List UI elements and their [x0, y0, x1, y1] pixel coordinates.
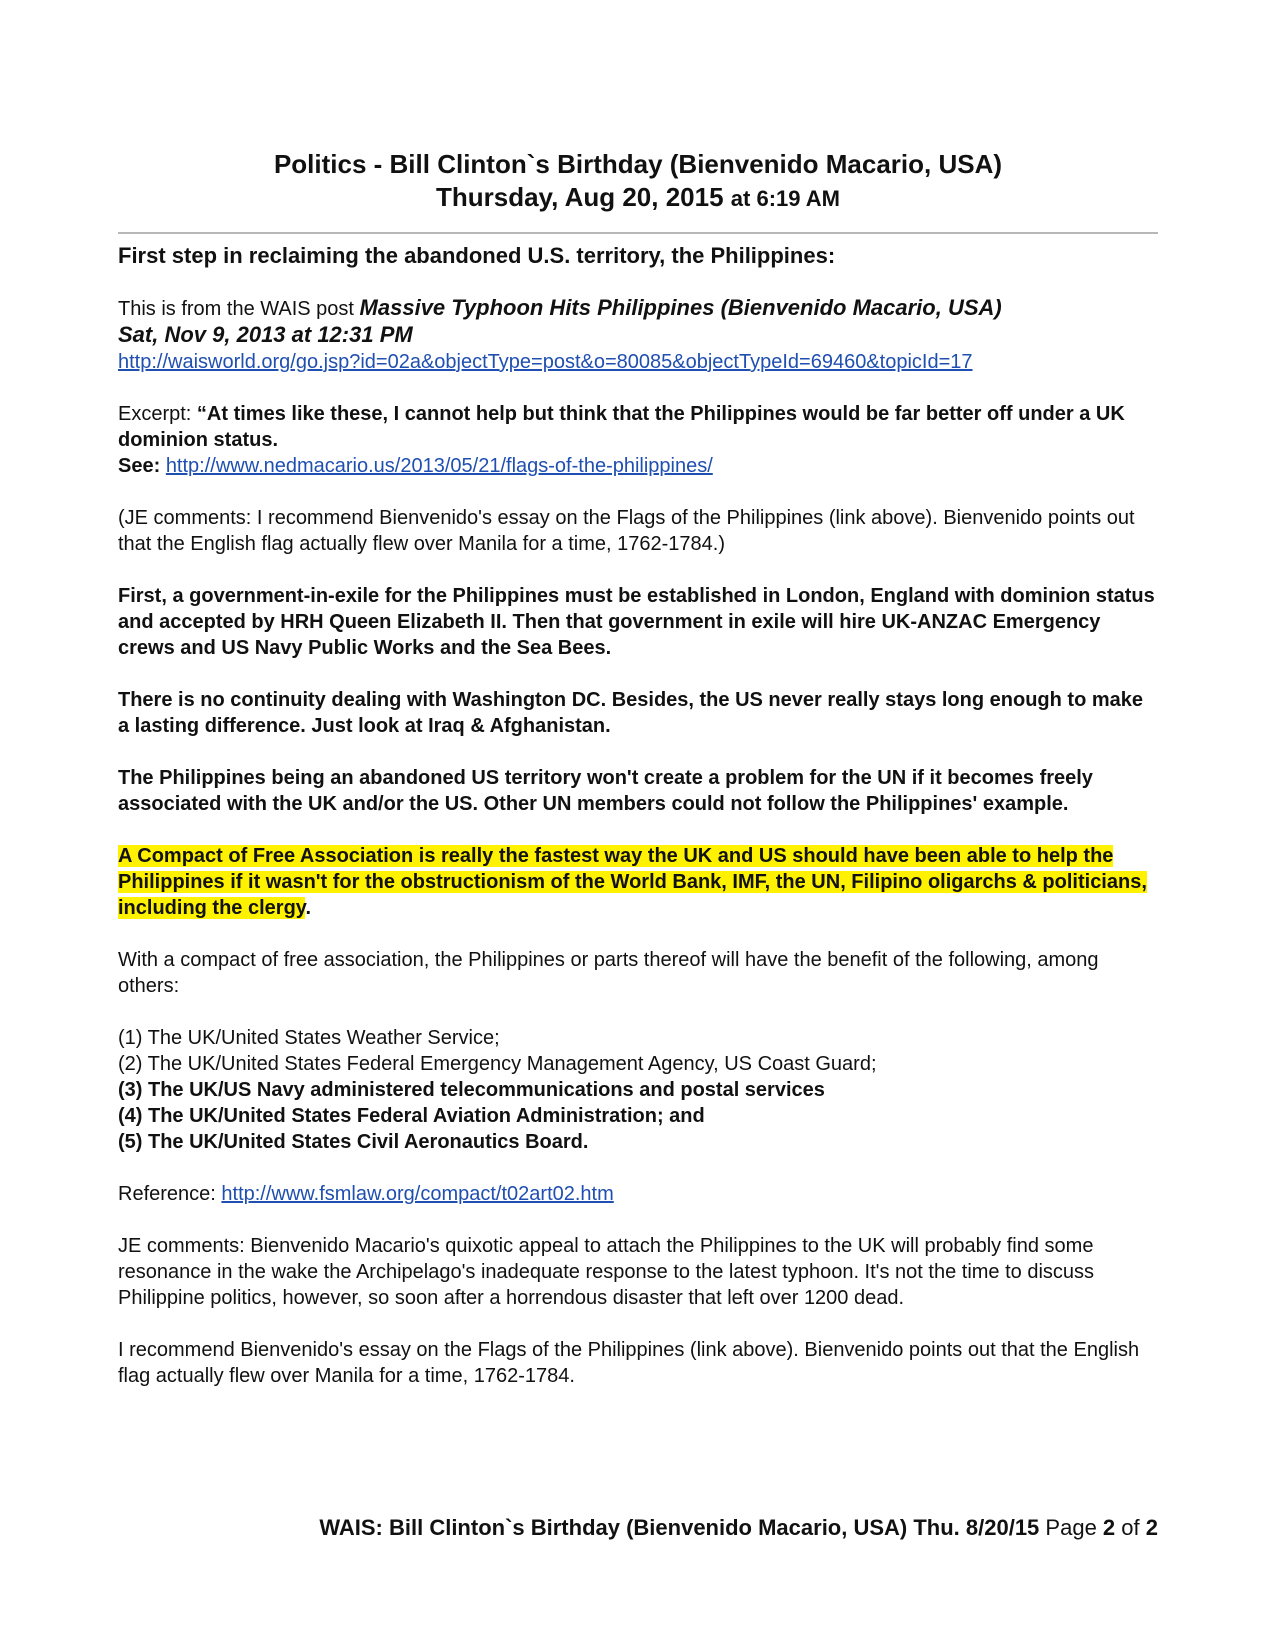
title-time: at 6:19 AM: [730, 186, 840, 211]
footer-of-label: of: [1115, 1515, 1146, 1540]
footer-page-number: 2: [1102, 1515, 1116, 1540]
list-item: (1) The UK/United States Weather Service;: [118, 1027, 500, 1049]
list-item: (2) The UK/United States Federal Emergency Management Agency, US Coast Guard;: [118, 1053, 877, 1075]
source-intro: This is from the WAIS post: [118, 298, 360, 320]
title-date-line: [118, 181, 1158, 215]
list-item: (4) The UK/United States Federal Aviation Administration; and: [118, 1105, 705, 1127]
paragraph-government-in-exile: First, a government-in-exile for the Philippines must be established in London, England with dominion status and accepted by HRH Queen Elizabeth II. Then that government in exile will hire UK-ANZAC Emergency crews and US Navy Public Works and the Sea Bees.: [118, 585, 1155, 659]
paragraph-un: The Philippines being an abandoned US territory won't create a problem for the UN if it becomes freely associated with the UK and/or the US. Other UN members could not follow the Philippines' example.: [118, 767, 1093, 815]
reference-label: Reference:: [118, 1183, 222, 1205]
benefits-list: [118, 1025, 1158, 1155]
source-title: Massive Typhoon Hits Philippines (Bienvenido Macario, USA): [359, 295, 1002, 320]
paragraph-continuity: There is no continuity dealing with Washington DC. Besides, the US never really stays long enough to make a lasting difference. Just look at Iraq & Afghanistan.: [118, 689, 1143, 737]
excerpt-label: Excerpt:: [118, 403, 197, 425]
header-divider: [118, 232, 1158, 234]
footer-text: WAIS: Bill Clinton`s Birthday (Bienvenido Macario, USA) Thu. 8/20/15: [319, 1515, 1040, 1540]
title-date: Thursday, Aug 20, 2015: [435, 182, 724, 212]
highlight-end: .: [305, 897, 311, 919]
page-footer: [118, 1514, 1158, 1542]
je-comment-2: JE comments: Bienvenido Macario's quixotic appeal to attach the Philippines to the UK will probably find some resonance in the wake the Archipelago's inadequate response to the latest typhoon. It's not the time to discuss Philippine politics, however, so soon after a horrendous disaster that left over 1200 dead.: [118, 1235, 1095, 1309]
excerpt-text: “At times like these, I cannot help but think that the Philippines would be far better off under a UK dominion status.: [118, 403, 1125, 451]
see-label: See:: [118, 455, 166, 477]
highlighted-paragraph: [118, 843, 1158, 921]
reference-paragraph: [118, 1181, 1158, 1207]
footer-page-total: 2: [1145, 1515, 1158, 1540]
source-paragraph: [118, 295, 1158, 375]
reference-link[interactable]: http://www.fsmlaw.org/compact/t02art02.htm: [221, 1183, 614, 1205]
source-link[interactable]: http://waisworld.org/go.jsp?id=02a&objectType=post&o=80085&objectTypeId=69460&topicId=17: [118, 351, 973, 373]
title-line: Politics - Bill Clinton`s Birthday (Bienvenido Macario, USA): [273, 149, 1003, 179]
post-heading: First step in reclaiming the abandoned U.S. territory, the Philippines:: [118, 243, 836, 268]
post-body: [118, 241, 1158, 1415]
list-item: (3) The UK/US Navy administered telecommunications and postal services: [118, 1079, 825, 1101]
excerpt-paragraph: [118, 401, 1158, 479]
benefits-intro: With a compact of free association, the Philippines or parts thereof will have the benefit of the following, among others:: [118, 949, 1099, 997]
page-title: [118, 148, 1158, 215]
see-link[interactable]: http://www.nedmacario.us/2013/05/21/flags-of-the-philippines/: [165, 455, 713, 477]
je-comment-1: (JE comments: I recommend Bienvenido's essay on the Flags of the Philippines (link above). Bienvenido points out that the English flag actually flew over Manila for a time, 1762-1784.): [118, 507, 1135, 555]
source-date: Sat, Nov 9, 2013 at 12:31 PM: [118, 322, 413, 347]
footer-page-label: Page: [1045, 1515, 1103, 1540]
highlighted-text: A Compact of Free Association is really the fastest way the UK and US should have been able to help the Philippines if it wasn't for the obstructionism of the World Bank, IMF, the UN, Filipino oligarchs & politicians, including the clergy: [118, 845, 1147, 919]
je-comment-3: I recommend Bienvenido's essay on the Flags of the Philippines (link above). Bienvenido points out that the English flag actually flew over Manila for a time, 1762-1784.: [118, 1339, 1140, 1387]
list-item: (5) The UK/United States Civil Aeronautics Board.: [118, 1131, 589, 1153]
